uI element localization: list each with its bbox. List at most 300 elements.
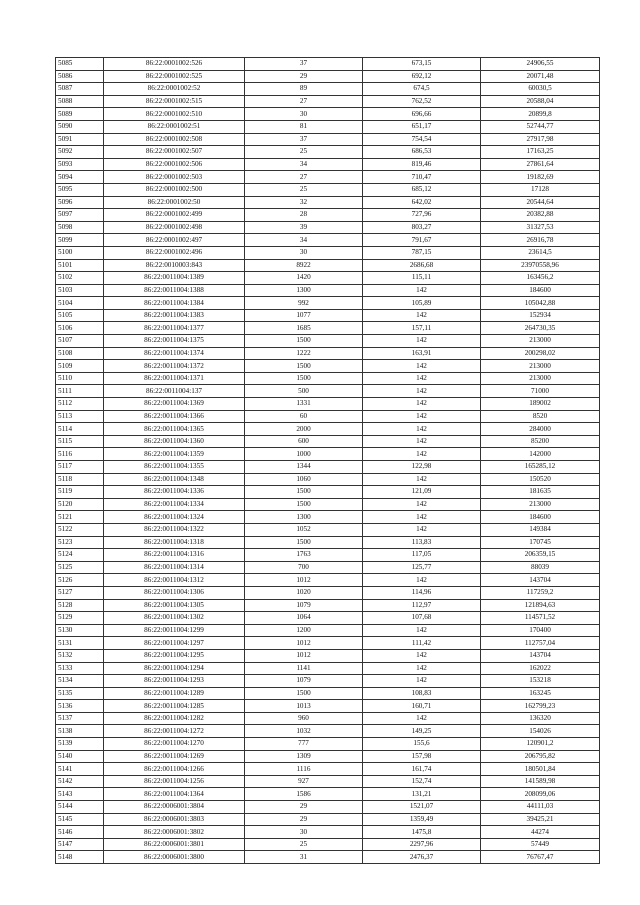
cadastral-value-cell: 121894,63: [481, 599, 600, 612]
table-row: [56, 574, 600, 587]
cadastral-value-cell: 105042,88: [481, 297, 600, 310]
table-row: [56, 335, 600, 348]
cadastral-value-cell: 120901,2: [481, 738, 600, 751]
cadastral-value-cell: 44274: [481, 826, 600, 839]
area-cell: 27: [245, 171, 363, 184]
specific-value-cell: 142: [363, 335, 481, 348]
table-row: [56, 58, 600, 71]
specific-value-cell: 142: [363, 649, 481, 662]
area-cell: 777: [245, 738, 363, 751]
cadastral-value-cell: 284000: [481, 423, 600, 436]
table-row: [56, 372, 600, 385]
table-row: [56, 586, 600, 599]
cadastral-number-cell: 86:22:0001002:508: [104, 133, 245, 146]
area-cell: 1500: [245, 498, 363, 511]
cadastral-value-cell: 17163,25: [481, 146, 600, 159]
specific-value-cell: 111,42: [363, 637, 481, 650]
cadastral-number-cell: 86:22:0006001:3801: [104, 838, 245, 851]
cadastral-number-cell: 86:22:0006001:3802: [104, 826, 245, 839]
area-cell: 37: [245, 58, 363, 71]
row-number-cell: 5113: [56, 410, 104, 423]
row-number-cell: 5142: [56, 775, 104, 788]
row-number-cell: 5143: [56, 788, 104, 801]
cadastral-number-cell: 86:22:0011004:1289: [104, 687, 245, 700]
area-cell: 1000: [245, 448, 363, 461]
cadastral-number-cell: 86:22:0011004:1371: [104, 372, 245, 385]
specific-value-cell: 803,27: [363, 221, 481, 234]
area-cell: 1079: [245, 675, 363, 688]
area-cell: 1500: [245, 687, 363, 700]
row-number-cell: 5089: [56, 108, 104, 121]
area-cell: 1064: [245, 612, 363, 625]
cadastral-number-cell: 86:22:0011004:1377: [104, 322, 245, 335]
row-number-cell: 5119: [56, 486, 104, 499]
specific-value-cell: 142: [363, 523, 481, 536]
area-cell: 30: [245, 246, 363, 259]
specific-value-cell: 157,11: [363, 322, 481, 335]
cadastral-number-cell: 86:22:0011004:1365: [104, 423, 245, 436]
cadastral-value-cell: 143704: [481, 574, 600, 587]
cadastral-number-cell: 86:22:0011004:1369: [104, 398, 245, 411]
row-number-cell: 5129: [56, 612, 104, 625]
row-number-cell: 5147: [56, 838, 104, 851]
table-row: [56, 826, 600, 839]
row-number-cell: 5128: [56, 599, 104, 612]
specific-value-cell: 105,89: [363, 297, 481, 310]
table-row: [56, 221, 600, 234]
table-row: [56, 712, 600, 725]
cadastral-number-cell: 86:22:0011004:1383: [104, 309, 245, 322]
cadastral-number-cell: 86:22:0011004:1334: [104, 498, 245, 511]
cadastral-value-cell: 71000: [481, 385, 600, 398]
cadastral-value-cell: 60030,5: [481, 83, 600, 96]
area-cell: 1020: [245, 586, 363, 599]
specific-value-cell: 149,25: [363, 725, 481, 738]
table-row: [56, 322, 600, 335]
cadastral-value-cell: 142000: [481, 448, 600, 461]
row-number-cell: 5124: [56, 549, 104, 562]
table-row: [56, 763, 600, 776]
specific-value-cell: 155,6: [363, 738, 481, 751]
area-cell: 25: [245, 183, 363, 196]
specific-value-cell: 1521,07: [363, 801, 481, 814]
table-row: [56, 133, 600, 146]
specific-value-cell: 762,52: [363, 95, 481, 108]
area-cell: 1116: [245, 763, 363, 776]
cadastral-value-cell: 206359,15: [481, 549, 600, 562]
cadastral-number-cell: 86:22:0001002:500: [104, 183, 245, 196]
table-row: [56, 234, 600, 247]
cadastral-value-cell: 213000: [481, 360, 600, 373]
area-cell: 29: [245, 70, 363, 83]
row-number-cell: 5110: [56, 372, 104, 385]
table-row: [56, 183, 600, 196]
cadastral-value-cell: 20899,8: [481, 108, 600, 121]
area-cell: 1500: [245, 486, 363, 499]
area-cell: 1763: [245, 549, 363, 562]
cadastral-number-cell: 86:22:0011004:137: [104, 385, 245, 398]
table-row: [56, 523, 600, 536]
cadastral-value-cell: 27917,98: [481, 133, 600, 146]
row-number-cell: 5090: [56, 120, 104, 133]
specific-value-cell: 710,47: [363, 171, 481, 184]
table-row: [56, 687, 600, 700]
area-cell: 1309: [245, 750, 363, 763]
cadastral-number-cell: 86:22:0001002:506: [104, 158, 245, 171]
table-row: [56, 246, 600, 259]
row-number-cell: 5087: [56, 83, 104, 96]
table-row: [56, 511, 600, 524]
table-row: [56, 448, 600, 461]
specific-value-cell: 754,54: [363, 133, 481, 146]
row-number-cell: 5086: [56, 70, 104, 83]
cadastral-number-cell: 86:22:0011004:1355: [104, 461, 245, 474]
cadastral-value-cell: 150520: [481, 473, 600, 486]
cadastral-number-cell: 86:22:0011004:1384: [104, 297, 245, 310]
cadastral-number-cell: 86:22:0001002:515: [104, 95, 245, 108]
row-number-cell: 5111: [56, 385, 104, 398]
table-row: [56, 146, 600, 159]
specific-value-cell: 142: [363, 448, 481, 461]
cadastral-number-cell: 86:22:0011004:1312: [104, 574, 245, 587]
table-row: [56, 662, 600, 675]
cadastral-value-cell: 189002: [481, 398, 600, 411]
table-row: [56, 410, 600, 423]
cadastral-value-cell: 8520: [481, 410, 600, 423]
specific-value-cell: 787,15: [363, 246, 481, 259]
row-number-cell: 5148: [56, 851, 104, 864]
area-cell: 960: [245, 712, 363, 725]
table-row: [56, 297, 600, 310]
cadastral-value-cell: 162022: [481, 662, 600, 675]
table-row: [56, 272, 600, 285]
area-cell: 1420: [245, 272, 363, 285]
table-row: [56, 259, 600, 272]
area-cell: 27: [245, 95, 363, 108]
specific-value-cell: 117,05: [363, 549, 481, 562]
specific-value-cell: 692,12: [363, 70, 481, 83]
area-cell: 32: [245, 196, 363, 209]
row-number-cell: 5141: [56, 763, 104, 776]
area-cell: 1012: [245, 574, 363, 587]
table-row: [56, 120, 600, 133]
specific-value-cell: 108,83: [363, 687, 481, 700]
cadastral-value-cell: 17128: [481, 183, 600, 196]
row-number-cell: 5114: [56, 423, 104, 436]
table-row: [56, 423, 600, 436]
row-number-cell: 5101: [56, 259, 104, 272]
cadastral-number-cell: 86:22:0011004:1324: [104, 511, 245, 524]
specific-value-cell: 142: [363, 435, 481, 448]
cadastral-value-cell: 117259,2: [481, 586, 600, 599]
cadastral-number-cell: 86:22:0001002:499: [104, 209, 245, 222]
row-number-cell: 5146: [56, 826, 104, 839]
table-row: [56, 536, 600, 549]
cadastral-number-cell: 86:22:0011004:1295: [104, 649, 245, 662]
table-body: [56, 58, 600, 864]
specific-value-cell: 142: [363, 385, 481, 398]
specific-value-cell: 727,96: [363, 209, 481, 222]
cadastral-number-cell: 86:22:0001002:525: [104, 70, 245, 83]
area-cell: 1500: [245, 335, 363, 348]
row-number-cell: 5135: [56, 687, 104, 700]
table-row: [56, 158, 600, 171]
row-number-cell: 5137: [56, 712, 104, 725]
specific-value-cell: 142: [363, 360, 481, 373]
area-cell: 1052: [245, 523, 363, 536]
area-cell: 25: [245, 838, 363, 851]
row-number-cell: 5134: [56, 675, 104, 688]
table-row: [56, 385, 600, 398]
cadastral-number-cell: 86:22:0001002:510: [104, 108, 245, 121]
table-row: [56, 649, 600, 662]
area-cell: 700: [245, 561, 363, 574]
table-row: [56, 599, 600, 612]
area-cell: 1331: [245, 398, 363, 411]
table-row: [56, 725, 600, 738]
table-row: [56, 284, 600, 297]
row-number-cell: 5091: [56, 133, 104, 146]
area-cell: 8922: [245, 259, 363, 272]
table-row: [56, 486, 600, 499]
specific-value-cell: 1475,8: [363, 826, 481, 839]
area-cell: 927: [245, 775, 363, 788]
table-row: [56, 700, 600, 713]
cadastral-number-cell: 86:22:0011004:1364: [104, 788, 245, 801]
cadastral-value-cell: 264730,35: [481, 322, 600, 335]
cadastral-value-cell: 20071,48: [481, 70, 600, 83]
specific-value-cell: 142: [363, 624, 481, 637]
table-row: [56, 637, 600, 650]
area-cell: 1500: [245, 536, 363, 549]
area-cell: 1300: [245, 284, 363, 297]
row-number-cell: 5108: [56, 347, 104, 360]
row-number-cell: 5099: [56, 234, 104, 247]
area-cell: 1222: [245, 347, 363, 360]
cadastral-value-cell: 165285,12: [481, 461, 600, 474]
cadastral-number-cell: 86:22:0011004:1272: [104, 725, 245, 738]
cadastral-number-cell: 86:22:0011004:1293: [104, 675, 245, 688]
cadastral-number-cell: 86:22:0011004:1266: [104, 763, 245, 776]
area-cell: 30: [245, 108, 363, 121]
specific-value-cell: 791,67: [363, 234, 481, 247]
row-number-cell: 5095: [56, 183, 104, 196]
table-row: [56, 775, 600, 788]
table-row: [56, 750, 600, 763]
row-number-cell: 5132: [56, 649, 104, 662]
cadastral-number-cell: 86:22:0011004:1336: [104, 486, 245, 499]
cadastral-value-cell: 180501,84: [481, 763, 600, 776]
table-row: [56, 309, 600, 322]
cadastral-value-cell: 170745: [481, 536, 600, 549]
specific-value-cell: 142: [363, 410, 481, 423]
cadastral-number-cell: 86:22:0011004:1282: [104, 712, 245, 725]
cadastral-number-cell: 86:22:0001002:503: [104, 171, 245, 184]
cadastral-number-cell: 86:22:0011004:1305: [104, 599, 245, 612]
cadastral-number-cell: 86:22:0001002:51: [104, 120, 245, 133]
row-number-cell: 5115: [56, 435, 104, 448]
row-number-cell: 5138: [56, 725, 104, 738]
specific-value-cell: 142: [363, 309, 481, 322]
specific-value-cell: 157,98: [363, 750, 481, 763]
row-number-cell: 5112: [56, 398, 104, 411]
area-cell: 1012: [245, 649, 363, 662]
cadastral-value-cell: 184600: [481, 511, 600, 524]
area-cell: 1200: [245, 624, 363, 637]
table-row: [56, 612, 600, 625]
cadastral-value-cell: 153218: [481, 675, 600, 688]
area-cell: 34: [245, 234, 363, 247]
cadastral-value-cell: 163245: [481, 687, 600, 700]
cadastral-value-cell: 213000: [481, 372, 600, 385]
cadastral-number-cell: 86:22:0011004:1294: [104, 662, 245, 675]
cadastral-value-cell: 181635: [481, 486, 600, 499]
table-row: [56, 788, 600, 801]
table-row: [56, 498, 600, 511]
specific-value-cell: 2686,68: [363, 259, 481, 272]
table-row: [56, 83, 600, 96]
row-number-cell: 5120: [56, 498, 104, 511]
cadastral-number-cell: 86:22:0011004:1269: [104, 750, 245, 763]
table-row: [56, 813, 600, 826]
cadastral-value-cell: 162799,23: [481, 700, 600, 713]
cadastral-value-cell: 88039: [481, 561, 600, 574]
specific-value-cell: 142: [363, 398, 481, 411]
area-cell: 1079: [245, 599, 363, 612]
specific-value-cell: 673,15: [363, 58, 481, 71]
area-cell: 29: [245, 813, 363, 826]
row-number-cell: 5085: [56, 58, 104, 71]
cadastral-number-cell: 86:22:0010003:843: [104, 259, 245, 272]
cadastral-number-cell: 86:22:0011004:1375: [104, 335, 245, 348]
row-number-cell: 5098: [56, 221, 104, 234]
cadastral-number-cell: 86:22:0001002:50: [104, 196, 245, 209]
row-number-cell: 5145: [56, 813, 104, 826]
area-cell: 81: [245, 120, 363, 133]
cadastral-number-cell: 86:22:0011004:1322: [104, 523, 245, 536]
table-row: [56, 360, 600, 373]
specific-value-cell: 142: [363, 423, 481, 436]
specific-value-cell: 819,46: [363, 158, 481, 171]
cadastral-number-cell: 86:22:0011004:1318: [104, 536, 245, 549]
area-cell: 1586: [245, 788, 363, 801]
specific-value-cell: 142: [363, 473, 481, 486]
cadastral-number-cell: 86:22:0011004:1297: [104, 637, 245, 650]
cadastral-value-cell: 85200: [481, 435, 600, 448]
specific-value-cell: 125,77: [363, 561, 481, 574]
row-number-cell: 5106: [56, 322, 104, 335]
table-row: [56, 473, 600, 486]
table-row: [56, 838, 600, 851]
table-row: [56, 347, 600, 360]
specific-value-cell: 113,83: [363, 536, 481, 549]
specific-value-cell: 685,12: [363, 183, 481, 196]
table-row: [56, 95, 600, 108]
table-row: [56, 851, 600, 864]
row-number-cell: 5131: [56, 637, 104, 650]
specific-value-cell: 122,98: [363, 461, 481, 474]
area-cell: 600: [245, 435, 363, 448]
cadastral-number-cell: 86:22:0001002:526: [104, 58, 245, 71]
cadastral-value-cell: 143704: [481, 649, 600, 662]
cadastral-number-cell: 86:22:0011004:1359: [104, 448, 245, 461]
cadastral-number-cell: 86:22:0011004:1285: [104, 700, 245, 713]
table-row: [56, 549, 600, 562]
cadastral-value-cell: 39425,21: [481, 813, 600, 826]
cadastral-number-cell: 86:22:0001002:498: [104, 221, 245, 234]
specific-value-cell: 142: [363, 511, 481, 524]
row-number-cell: 5088: [56, 95, 104, 108]
cadastral-number-cell: 86:22:0011004:1306: [104, 586, 245, 599]
cadastral-value-cell: 20382,88: [481, 209, 600, 222]
area-cell: 1685: [245, 322, 363, 335]
cadastral-value-cell: 170400: [481, 624, 600, 637]
table-row: [56, 435, 600, 448]
row-number-cell: 5107: [56, 335, 104, 348]
cadastral-value-cell: 114571,52: [481, 612, 600, 625]
cadastral-value-cell: 24906,55: [481, 58, 600, 71]
cadastral-value-cell: 76767,47: [481, 851, 600, 864]
area-cell: 31: [245, 851, 363, 864]
cadastral-number-cell: 86:22:0011004:1366: [104, 410, 245, 423]
specific-value-cell: 131,21: [363, 788, 481, 801]
cadastral-number-cell: 86:22:0006001:3804: [104, 801, 245, 814]
row-number-cell: 5103: [56, 284, 104, 297]
row-number-cell: 5118: [56, 473, 104, 486]
cadastral-number-cell: 86:22:0001002:52: [104, 83, 245, 96]
row-number-cell: 5122: [56, 523, 104, 536]
specific-value-cell: 651,17: [363, 120, 481, 133]
row-number-cell: 5140: [56, 750, 104, 763]
row-number-cell: 5130: [56, 624, 104, 637]
row-number-cell: 5094: [56, 171, 104, 184]
cadastral-value-cell: 213000: [481, 498, 600, 511]
row-number-cell: 5102: [56, 272, 104, 285]
specific-value-cell: 2297,96: [363, 838, 481, 851]
area-cell: 1344: [245, 461, 363, 474]
cadastral-number-cell: 86:22:0011004:1299: [104, 624, 245, 637]
specific-value-cell: 121,09: [363, 486, 481, 499]
cadastral-value-cell: 208099,06: [481, 788, 600, 801]
area-cell: 29: [245, 801, 363, 814]
specific-value-cell: 142: [363, 574, 481, 587]
cadastral-value-cell: 213000: [481, 335, 600, 348]
row-number-cell: 5096: [56, 196, 104, 209]
specific-value-cell: 1359,49: [363, 813, 481, 826]
cadastral-value-cell: 19182,69: [481, 171, 600, 184]
cadastral-number-cell: 86:22:0006001:3803: [104, 813, 245, 826]
table-row: [56, 171, 600, 184]
cadastral-value-cell: 20588,04: [481, 95, 600, 108]
row-number-cell: 5144: [56, 801, 104, 814]
specific-value-cell: 142: [363, 675, 481, 688]
row-number-cell: 5139: [56, 738, 104, 751]
area-cell: 25: [245, 146, 363, 159]
specific-value-cell: 142: [363, 662, 481, 675]
row-number-cell: 5133: [56, 662, 104, 675]
area-cell: 1500: [245, 372, 363, 385]
specific-value-cell: 142: [363, 498, 481, 511]
cadastral-value-cell: 27861,64: [481, 158, 600, 171]
cadastral-number-cell: 86:22:0011004:1348: [104, 473, 245, 486]
cadastral-number-cell: 86:22:0011004:1360: [104, 435, 245, 448]
row-number-cell: 5127: [56, 586, 104, 599]
specific-value-cell: 696,66: [363, 108, 481, 121]
table-row: [56, 70, 600, 83]
specific-value-cell: 642,02: [363, 196, 481, 209]
area-cell: 500: [245, 385, 363, 398]
area-cell: 37: [245, 133, 363, 146]
